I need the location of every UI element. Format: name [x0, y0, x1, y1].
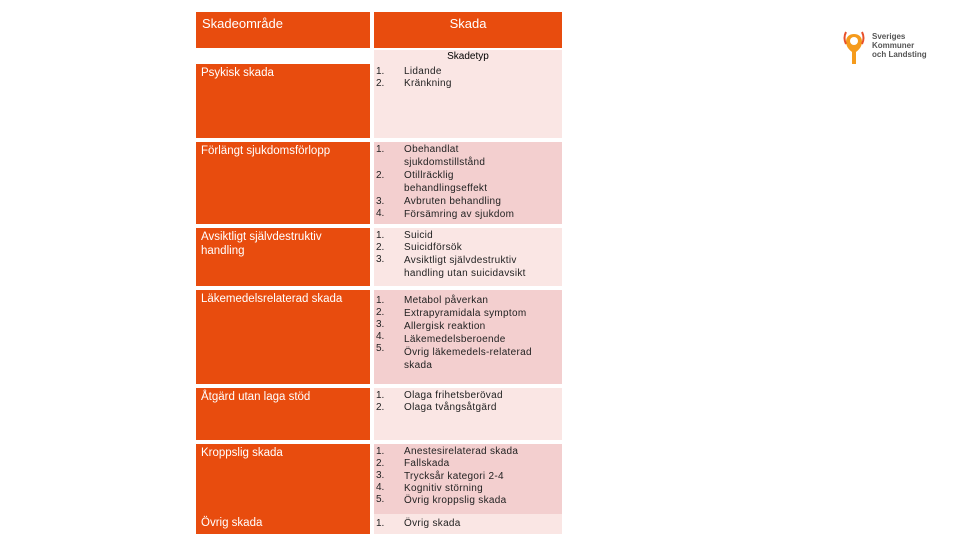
injury-type-cell — [370, 388, 562, 440]
item-text: Trycksår kategori 2-4 — [404, 471, 504, 482]
item-text: Övrig kroppslig skada — [404, 495, 507, 506]
item-text: Olaga tvångsåtgärd — [404, 402, 497, 413]
item-text: Allergisk reaktion — [404, 321, 486, 332]
item-text: Läkemedelsberoende — [404, 334, 506, 345]
skl-emblem-icon — [840, 28, 868, 68]
category-cell: Övrig skada — [196, 514, 370, 534]
item-number: 5. — [376, 343, 385, 354]
item-number: 2. — [376, 170, 385, 181]
item-number: 3. — [376, 196, 385, 207]
injury-type-cell — [370, 228, 562, 286]
injury-type-cell — [370, 142, 562, 224]
table-row — [196, 514, 562, 534]
item-number: 1. — [376, 144, 385, 155]
header-skadeomrade: Skadeområde — [196, 12, 370, 48]
table-row — [196, 290, 562, 384]
item-text: Anestesirelaterad skada — [404, 446, 519, 457]
item-text: Kognitiv störning — [404, 483, 484, 494]
item-text: Extrapyramidala symptom — [404, 308, 527, 319]
item-text: Kränkning — [404, 78, 452, 89]
item-text: Obehandlat — [404, 144, 459, 155]
item-text: Avbruten behandling — [404, 196, 502, 207]
item-text: Suicid — [404, 230, 434, 241]
category-cell: Psykisk skada — [196, 64, 370, 138]
category-cell: Avsiktligt självdestruktiv handling — [196, 228, 370, 286]
item-number: 1. — [376, 66, 385, 77]
item-number: 1. — [376, 518, 385, 529]
category-cell: Läkemedelsrelaterad skada — [196, 290, 370, 384]
category-cell: Åtgärd utan laga stöd — [196, 388, 370, 440]
item-text: Otillräcklig — [404, 170, 454, 181]
item-number: 5. — [376, 494, 385, 505]
table-row — [196, 228, 562, 286]
item-number: 2. — [376, 402, 385, 413]
injury-type-cell — [370, 444, 562, 514]
item-text: Fallskada — [404, 458, 450, 469]
injury-type-cell — [370, 64, 562, 138]
item-number: 1. — [376, 390, 385, 401]
item-text: handling utan suicidavsikt — [404, 268, 526, 279]
injury-type-cell — [370, 514, 562, 534]
item-text: Avsiktligt självdestruktiv — [404, 255, 517, 266]
subheader-skadetyp: Skadetyp — [374, 50, 562, 64]
item-number: 3. — [376, 319, 385, 330]
item-text: Försämring av sjukdom — [404, 209, 515, 220]
item-text: skada — [404, 360, 433, 371]
category-cell: Kroppslig skada — [196, 444, 370, 514]
item-number: 4. — [376, 482, 385, 493]
item-text: Övrig läkemedels-relaterad — [404, 347, 532, 358]
item-text: sjukdomstillstånd — [404, 157, 486, 168]
item-text: Olaga frihetsberövad — [404, 390, 503, 401]
item-number: 2. — [376, 307, 385, 318]
table-row — [196, 142, 562, 224]
item-number: 3. — [376, 470, 385, 481]
table-row — [196, 64, 562, 138]
category-cell: Förlängt sjukdomsförlopp — [196, 142, 370, 224]
logo-line-3: och Landsting — [872, 50, 927, 59]
item-text: Övrig skada — [404, 518, 461, 529]
item-text: Lidande — [404, 66, 442, 77]
injury-type-cell — [370, 290, 562, 384]
item-number: 4. — [376, 331, 385, 342]
table-row — [196, 388, 562, 440]
header-skada: Skada — [374, 12, 562, 48]
item-text: Suicidförsök — [404, 242, 463, 253]
item-number: 1. — [376, 446, 385, 457]
item-number: 1. — [376, 295, 385, 306]
item-number: 3. — [376, 254, 385, 265]
skl-logo — [840, 28, 940, 68]
item-text: Metabol påverkan — [404, 295, 489, 306]
item-number: 2. — [376, 242, 385, 253]
logo-line-1: Sveriges — [872, 32, 906, 41]
table-row — [196, 444, 562, 514]
item-number: 1. — [376, 230, 385, 241]
item-number: 2. — [376, 78, 385, 89]
item-number: 4. — [376, 208, 385, 219]
item-number: 2. — [376, 458, 385, 469]
item-text: behandlingseffekt — [404, 183, 488, 194]
logo-line-2: Kommuner — [872, 41, 915, 50]
